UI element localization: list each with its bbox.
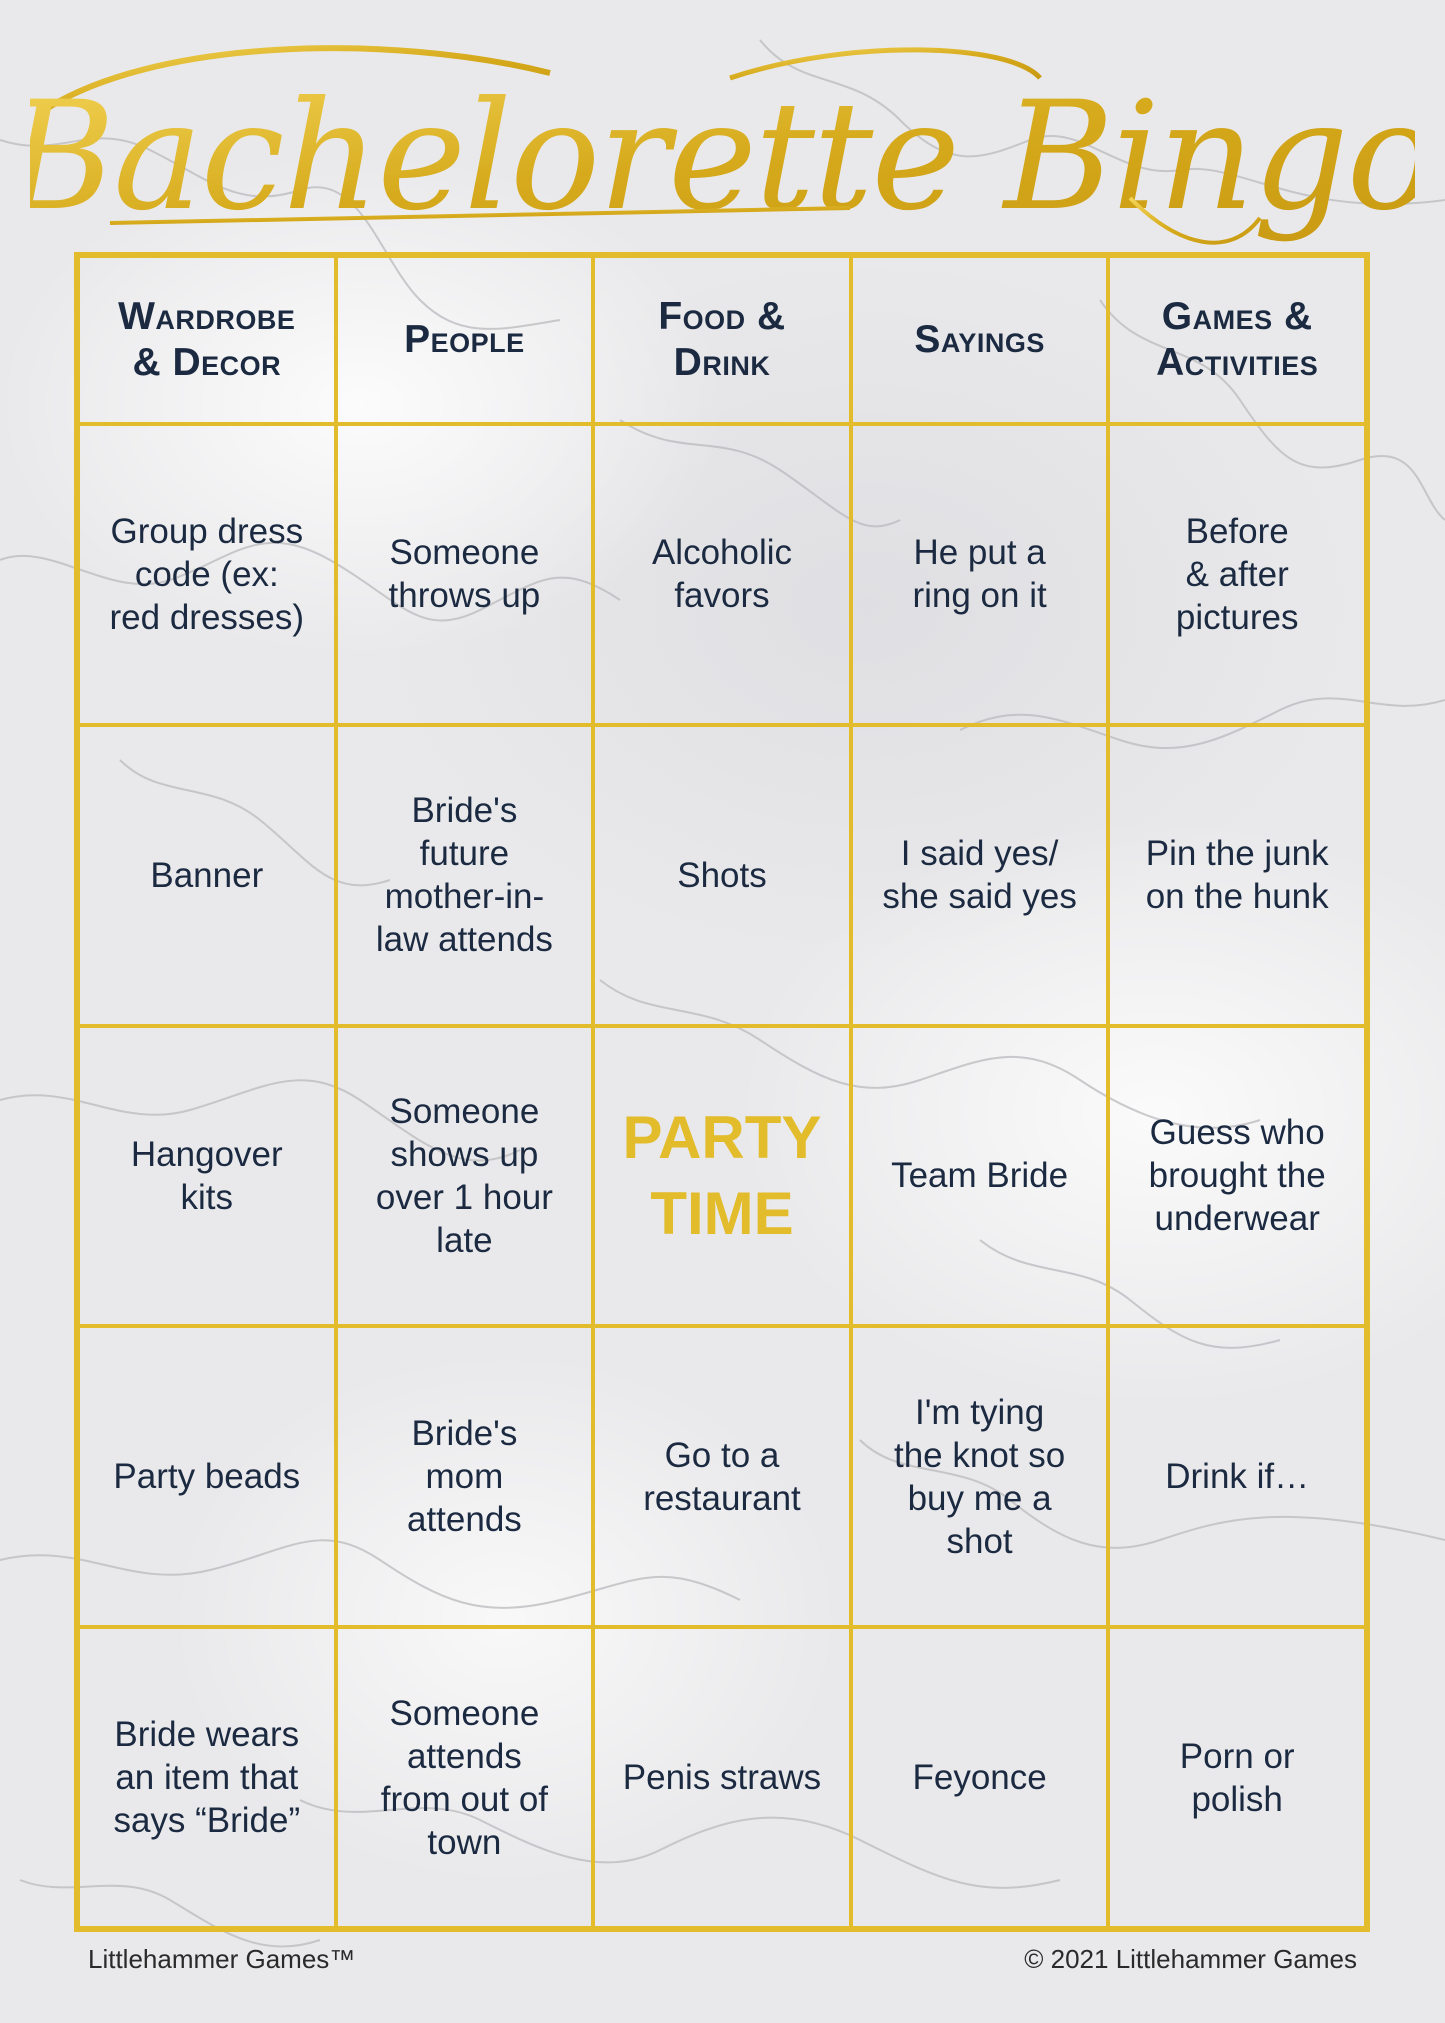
bingo-square[interactable]: Hangover kits — [78, 1026, 336, 1327]
bingo-square[interactable]: Bride wears an item that says “Bride” — [78, 1627, 336, 1928]
bingo-square[interactable]: Bride's future mother-in- law attends — [336, 725, 594, 1026]
title-script — [30, 18, 1415, 268]
bingo-square[interactable]: Feyonce — [851, 1627, 1109, 1928]
bingo-square[interactable]: Shots — [593, 725, 851, 1026]
bingo-square[interactable]: Alcoholic favors — [593, 424, 851, 725]
footer-copyright: © 2021 Littlehammer Games — [1024, 1944, 1357, 1974]
bingo-square[interactable]: Penis straws — [593, 1627, 851, 1928]
bingo-square[interactable]: I said yes/ she said yes — [851, 725, 1109, 1026]
column-header-games-activities: Games & Activities — [1108, 256, 1366, 424]
bingo-square[interactable]: Banner — [78, 725, 336, 1026]
bingo-square[interactable]: Go to a restaurant — [593, 1326, 851, 1627]
column-header-sayings: Sayings — [851, 256, 1109, 424]
column-header-food-drink: Food & Drink — [593, 256, 851, 424]
bingo-square[interactable]: He put a ring on it — [851, 424, 1109, 725]
bingo-square[interactable]: Someone attends from out of town — [336, 1627, 594, 1928]
bingo-square[interactable]: Pin the junk on the hunk — [1108, 725, 1366, 1026]
bingo-square[interactable]: Someone throws up — [336, 424, 594, 725]
bingo-square[interactable]: I'm tying the knot so buy me a shot — [851, 1326, 1109, 1627]
bingo-card — [74, 252, 1370, 1932]
column-header-people: People — [336, 256, 594, 424]
page-title — [30, 18, 1415, 268]
footer-brand: Littlehammer Games™ — [88, 1944, 356, 1974]
bingo-square[interactable]: Guess who brought the underwear — [1108, 1026, 1366, 1327]
free-space[interactable]: PARTY TIME — [593, 1026, 851, 1327]
bingo-square[interactable]: Group dress code (ex: red dresses) — [78, 424, 336, 725]
bingo-square[interactable]: Team Bride — [851, 1026, 1109, 1327]
bingo-square[interactable]: Before & after pictures — [1108, 424, 1366, 725]
bingo-square[interactable]: Drink if… — [1108, 1326, 1366, 1627]
bingo-square[interactable]: Bride's mom attends — [336, 1326, 594, 1627]
bingo-square[interactable]: Someone shows up over 1 hour late — [336, 1026, 594, 1327]
column-header-wardrobe-decor: Wardrobe & Decor — [78, 256, 336, 424]
bingo-square[interactable]: Party beads — [78, 1326, 336, 1627]
bingo-square[interactable]: Porn or polish — [1108, 1627, 1366, 1928]
title-text: Bachelorette Bingo — [30, 70, 1415, 244]
